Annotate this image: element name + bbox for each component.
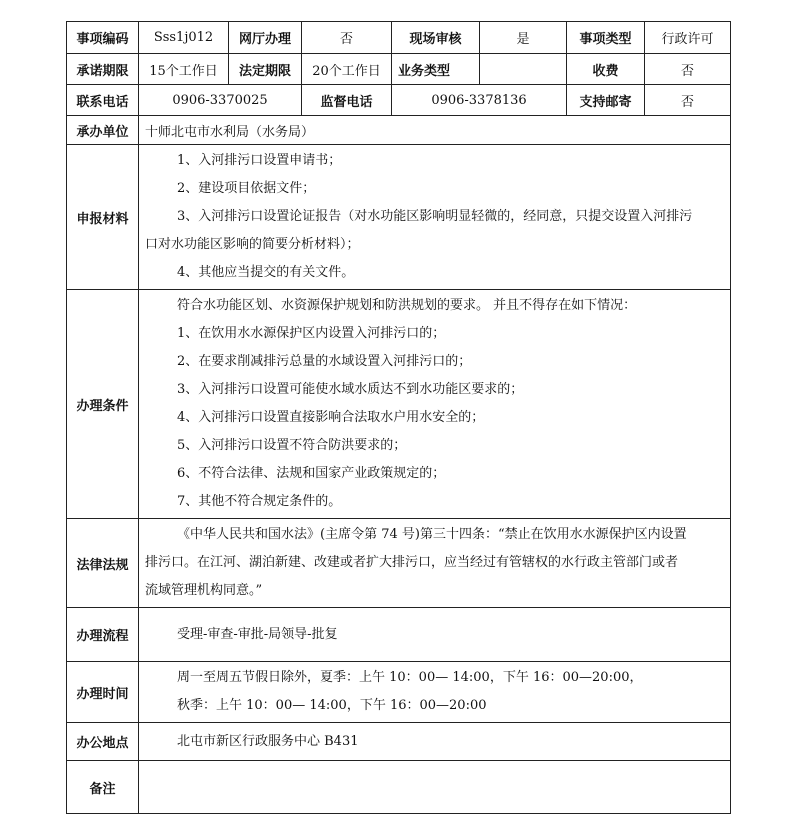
list-item: 5、入河排污口设置不符合防洪要求的； <box>177 438 407 453</box>
time-line: 周一至周五节假日除外，夏季：上午 10：00— 14:00，下午 16：00—20:00， <box>177 670 643 685</box>
biz-value <box>480 54 567 85</box>
table-row <box>67 608 731 662</box>
time-label: 办理时间 <box>67 662 139 723</box>
location-content <box>139 723 731 761</box>
promise-value: 15个工作日 <box>139 54 229 85</box>
type-label: 事项类型 <box>567 22 645 54</box>
fee-value: 否 <box>645 54 731 85</box>
list-item: 口对水功能区影响的简要分析材料）； <box>145 237 360 252</box>
table-row <box>67 761 731 814</box>
law-content <box>139 519 731 608</box>
remark-value <box>139 761 731 814</box>
supervise-label: 监督电话 <box>302 85 392 116</box>
table-row <box>67 723 731 761</box>
law-line: 《中华人民共和国水法》(主席令第 74 号)第三十四条：“禁止在饮用水水源保护区内设置 <box>177 527 687 542</box>
table-row <box>67 662 731 723</box>
list-item: 2、在要求削减排污总量的水域设置入河排污口的； <box>177 354 472 369</box>
list-item: 3、入河排污口设置可能使水域水质达不到水功能区要求的； <box>177 382 524 397</box>
biz-label: 业务类型 <box>392 54 480 85</box>
list-item: 3、入河排污口设置论证报告（对水功能区影响明显轻微的，经同意，只提交设置入河排污 <box>177 209 693 224</box>
law-line: 排污口。在江河、湖泊新建、改建或者扩大排污口，应当经过有管辖权的水行政主管部门或者 <box>145 555 679 570</box>
unit-value: 十师北屯市水利局（水务局） <box>139 116 731 145</box>
onsite-label: 现场审核 <box>392 22 480 54</box>
list-item: 4、入河排污口设置直接影响合法取水户用水安全的； <box>177 410 485 425</box>
code-value: Sss1j012 <box>139 22 229 54</box>
type-value: 行政许可 <box>645 22 731 54</box>
table-row <box>67 290 731 519</box>
time-content <box>139 662 731 723</box>
materials-label: 申报材料 <box>67 145 139 290</box>
supervise-value: 0906-3378136 <box>392 85 567 116</box>
mail-label: 支持邮寄 <box>567 85 645 116</box>
list-item: 7、其他不符合规定条件的。 <box>177 494 342 509</box>
conditions-label: 办理条件 <box>67 290 139 519</box>
materials-content <box>139 145 731 290</box>
promise-label: 承诺期限 <box>67 54 139 85</box>
list-item: 2、建设项目依据文件； <box>177 181 316 196</box>
list-item: 1、入河排污口设置申请书； <box>177 153 342 168</box>
process-content <box>139 608 731 662</box>
conditions-content <box>139 290 731 519</box>
location-label: 办公地点 <box>67 723 139 761</box>
legal-value: 20个工作日 <box>302 54 392 85</box>
time-line: 秋季：上午 10：00— 14:00，下午 16：00—20:00 <box>177 698 487 713</box>
unit-label: 承办单位 <box>67 116 139 145</box>
onsite-value: 是 <box>480 22 567 54</box>
list-item: 1、在饮用水水源保护区内设置入河排污口的； <box>177 326 446 341</box>
online-value: 否 <box>302 22 392 54</box>
phone-label: 联系电话 <box>67 85 139 116</box>
online-label: 网厅办理 <box>229 22 302 54</box>
mail-value: 否 <box>645 85 731 116</box>
table-row <box>67 145 731 290</box>
code-label: 事项编码 <box>67 22 139 54</box>
list-item: 4、其他应当提交的有关文件。 <box>177 265 355 280</box>
legal-label: 法定期限 <box>229 54 302 85</box>
process-value: 受理-审查-审批-局领导-批复 <box>177 626 338 642</box>
table-row <box>67 54 731 85</box>
remark-label: 备注 <box>67 761 139 814</box>
law-label: 法律法规 <box>67 519 139 608</box>
table-row <box>67 519 731 608</box>
location-value: 北屯市新区行政服务中心 B431 <box>177 733 359 749</box>
table-row <box>67 85 731 116</box>
phone-value: 0906-3370025 <box>139 85 302 116</box>
fee-label: 收费 <box>567 54 645 85</box>
law-line: 流域管理机构同意。” <box>145 583 263 598</box>
service-info-table <box>66 21 731 814</box>
table-row <box>67 22 731 54</box>
list-item: 6、不符合法律、法规和国家产业政策规定的； <box>177 466 446 481</box>
list-item: 符合水功能区划、水资源保护规划和防洪规划的要求。 并且不得存在如下情况： <box>177 298 637 313</box>
table-row <box>67 116 731 145</box>
process-label: 办理流程 <box>67 608 139 662</box>
